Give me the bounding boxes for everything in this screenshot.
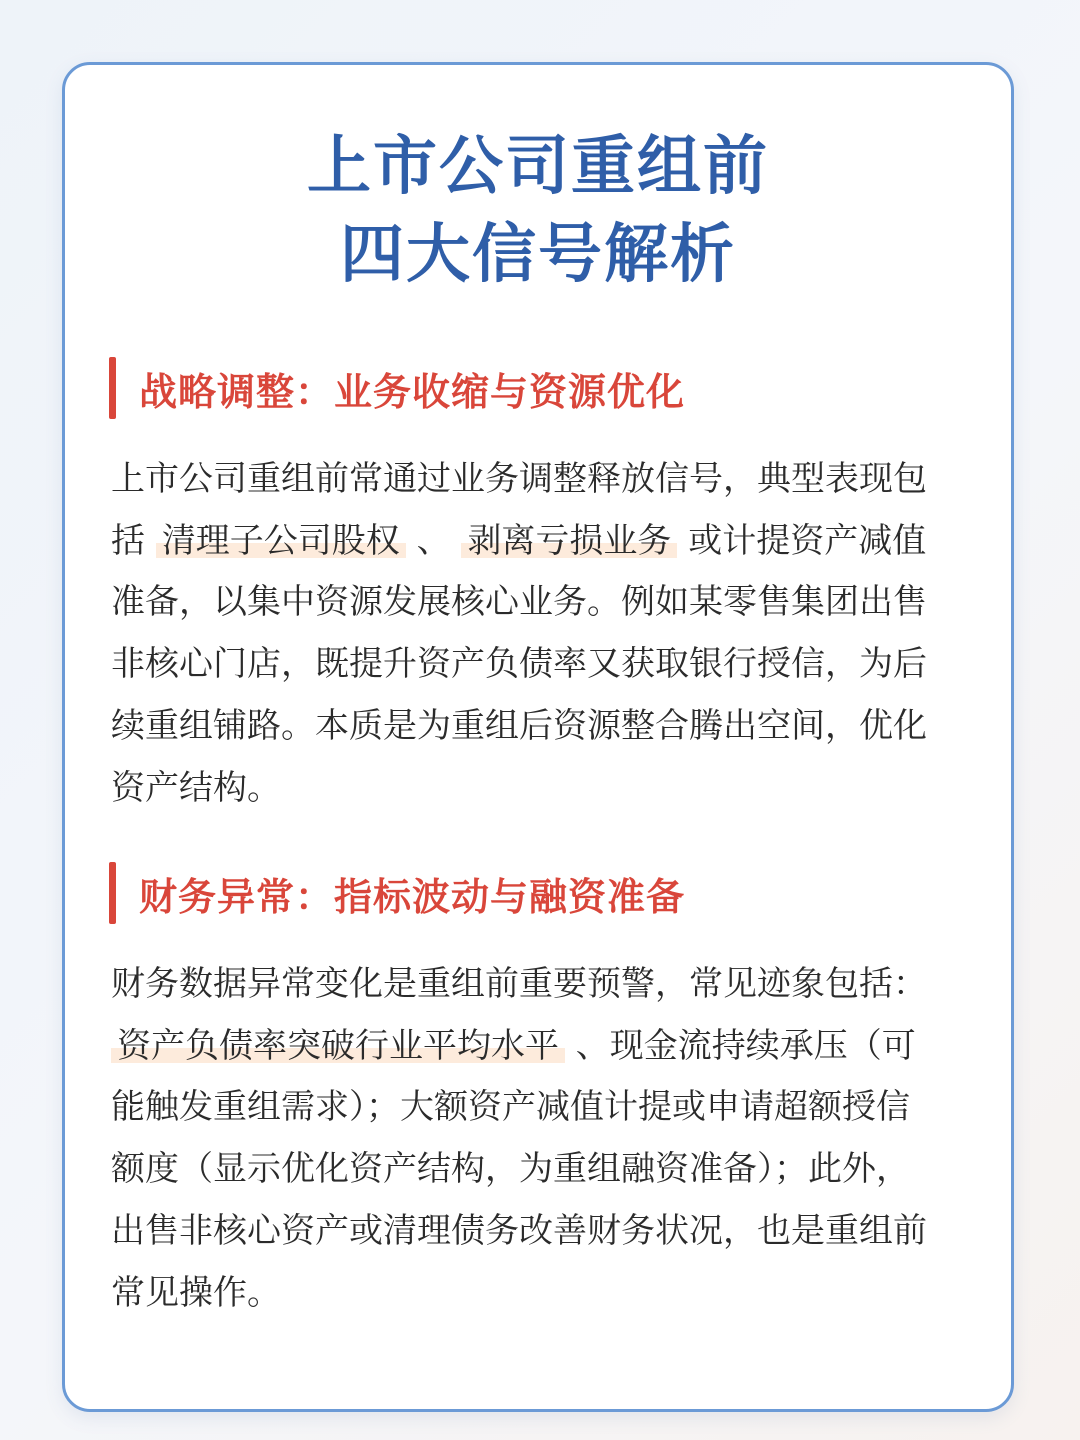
paragraph-line <box>111 511 991 573</box>
page-title <box>65 123 1011 299</box>
paragraph-line: 额度（显示优化资产结构，为重组融资准备）；此外， <box>111 1149 910 1190</box>
paragraph-line <box>111 1016 991 1078</box>
paragraph-line: 资产结构。 <box>111 767 281 808</box>
paragraph-line: 能触发重组需求）；大额资产减值计提或申请超额授信 <box>111 1087 910 1128</box>
highlighted-phrase: 清理子公司股权 <box>156 521 406 561</box>
section-paragraph-strategy <box>111 449 991 819</box>
article-card <box>62 62 1014 1412</box>
paragraph-line: 续重组铺路。本质是为重组后资源整合腾出空间，优化 <box>111 705 927 746</box>
section-heading-strategy <box>109 357 685 419</box>
paragraph-line: 常见操作。 <box>111 1272 281 1313</box>
line-text: 或计提资产减值 <box>677 520 927 561</box>
line-text: 、 <box>405 520 462 561</box>
paragraph-line: 非核心门店，既提升资产负债率又获取银行授信，为后 <box>111 644 927 685</box>
section-heading-text: 财务异常：指标波动与融资准备 <box>139 874 686 919</box>
title-line-2: 四大信号解析 <box>340 218 736 292</box>
section-heading-text: 战略调整：业务收缩与资源优化 <box>139 369 686 414</box>
line-text: 括 <box>111 520 156 561</box>
paragraph-line: 上市公司重组前常通过业务调整释放信号，典型表现包 <box>111 459 927 499</box>
section-accent-bar <box>109 862 116 924</box>
paragraph-line: 出售非核心资产或清理债务改善财务状况，也是重组前 <box>111 1210 927 1251</box>
section-accent-bar <box>109 357 116 419</box>
highlighted-phrase: 剥离亏损业务 <box>461 521 677 561</box>
line-text: 、现金流持续承压（可 <box>565 1025 916 1066</box>
section-paragraph-finance <box>111 954 991 1324</box>
paragraph-line: 准备，以集中资源发展核心业务。例如某零售集团出售 <box>111 582 927 623</box>
title-line-1: 上市公司重组前 <box>307 130 769 204</box>
highlighted-phrase: 资产负债率突破行业平均水平 <box>111 1026 565 1066</box>
paragraph-line: 财务数据异常变化是重组前重要预警，常见迹象包括： <box>111 964 927 1004</box>
section-heading-finance <box>109 862 685 924</box>
